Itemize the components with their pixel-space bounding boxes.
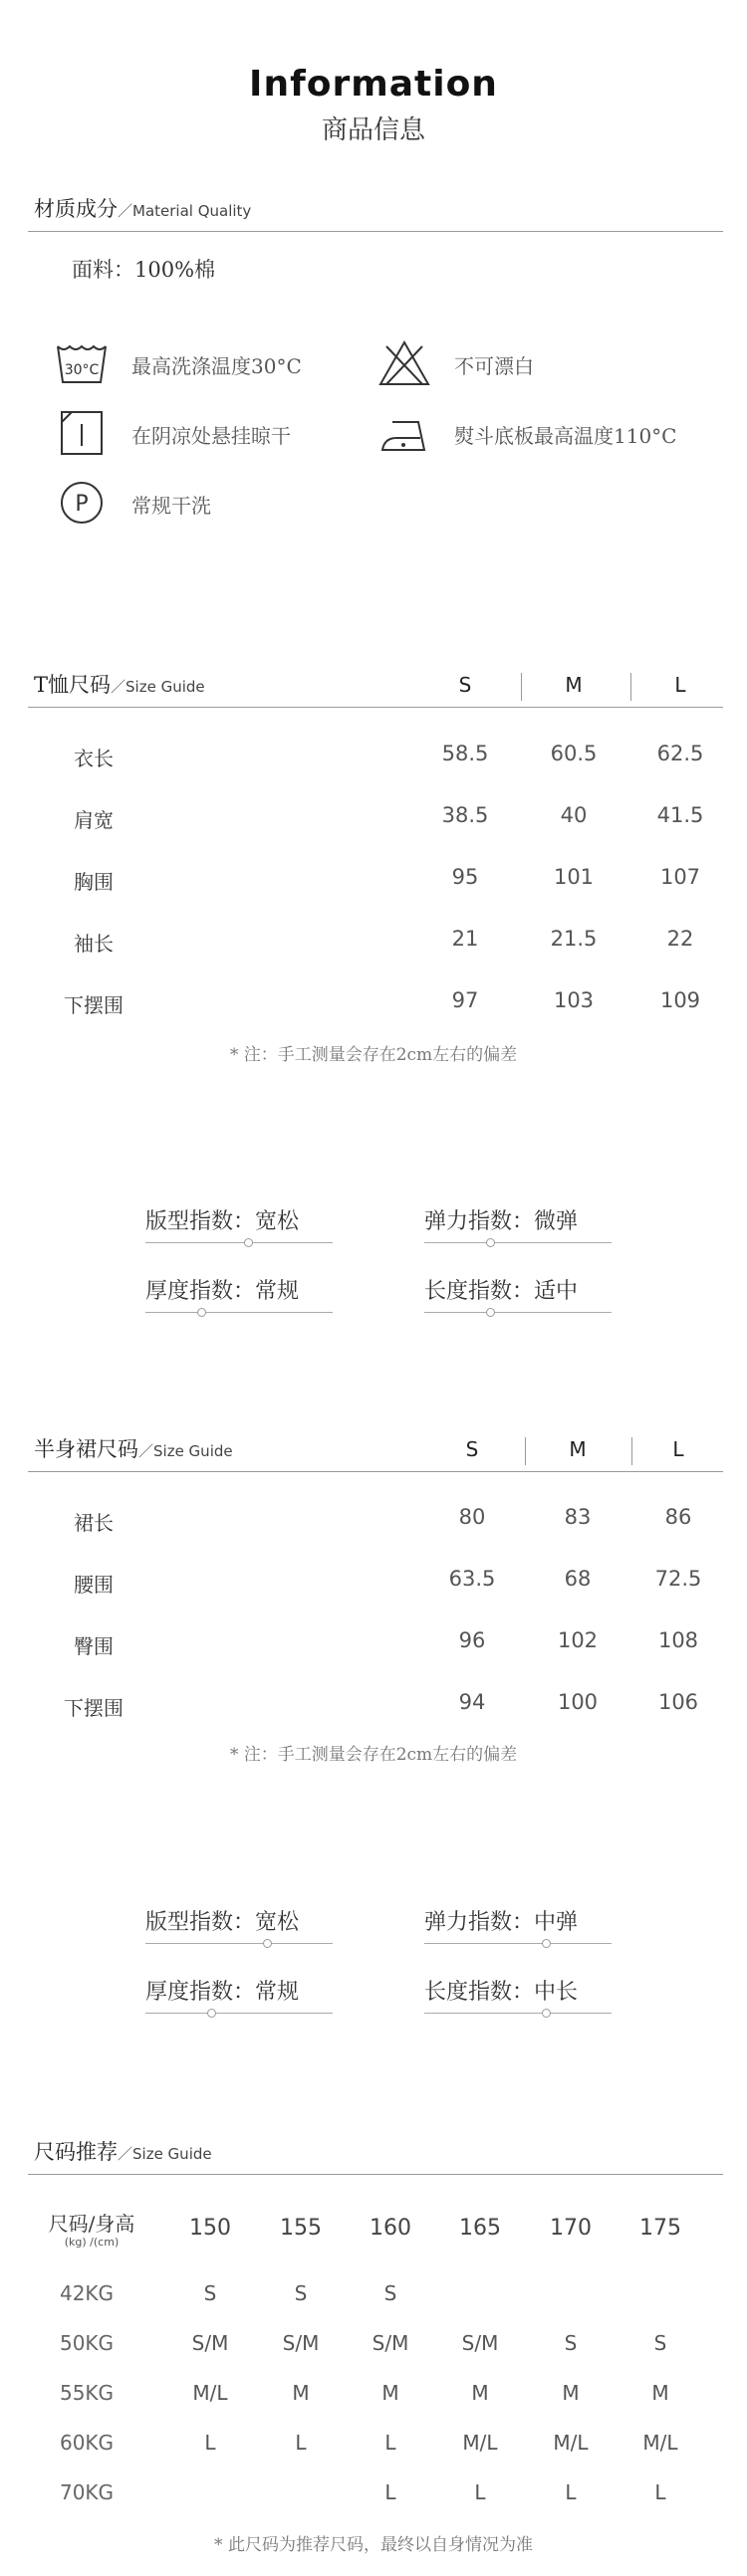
index-label: 弹力指数： — [424, 1910, 535, 1935]
tshirt-row-label: 肩宽 — [74, 808, 114, 832]
wash-temp-label: 30°C — [64, 362, 100, 378]
divider — [28, 1471, 723, 1472]
recommend-cell: L — [295, 2431, 307, 2455]
stretch-index-slider — [424, 1939, 612, 1949]
skirt-index-stretch — [424, 1905, 578, 1936]
recommend-cell: S/M — [282, 2331, 320, 2355]
length-index-slider — [424, 2009, 612, 2019]
divider — [28, 231, 723, 232]
skirt-cell: 80 — [458, 1505, 486, 1529]
tshirt-cell: 103 — [553, 988, 595, 1012]
tshirt-cell: 109 — [659, 988, 701, 1012]
tshirt-cell: 58.5 — [441, 742, 489, 765]
recommend-title-en: ／Size Guide — [118, 2145, 212, 2163]
column-divider — [521, 673, 522, 701]
tshirt-cell: 101 — [553, 865, 595, 889]
tshirt-row-label: 袖长 — [74, 932, 114, 956]
index-value: 宽松 — [255, 1910, 300, 1935]
weight-label: 50KG — [59, 2331, 115, 2355]
material-section-title — [34, 193, 251, 223]
skirt-cell: 68 — [564, 1567, 592, 1591]
skirt-row-label: 臀围 — [74, 1634, 114, 1658]
skirt-size-header: M — [569, 1437, 587, 1461]
tshirt-title-en: ／Size Guide — [111, 678, 205, 696]
tshirt-cell: 97 — [451, 988, 479, 1012]
skirt-section-title — [34, 1433, 233, 1463]
index-value: 中弹 — [534, 1910, 579, 1935]
recommend-corner-main: 尺码/身高 — [48, 2212, 135, 2236]
wash-30c-icon — [54, 338, 110, 388]
weight-label: 42KG — [59, 2281, 115, 2305]
fit-index-slider — [145, 1238, 333, 1248]
skirt-title-cn: 半身裙尺码 — [34, 1437, 138, 1461]
tshirt-cell: 40 — [560, 803, 588, 827]
stretch-index-slider — [424, 1238, 612, 1248]
skirt-index-thickness — [145, 1975, 299, 2006]
recommend-cell: L — [204, 2431, 216, 2455]
index-value: 宽松 — [255, 1209, 300, 1234]
material-title-en: ／Material Quality — [118, 202, 252, 220]
tshirt-index-thickness — [145, 1274, 299, 1305]
height-header: 170 — [550, 2216, 592, 2241]
slider-marker — [486, 1238, 495, 1247]
recommend-title-cn: 尺码推荐 — [34, 2140, 118, 2164]
tshirt-cell: 107 — [659, 865, 701, 889]
index-label: 厚度指数： — [145, 1279, 256, 1304]
recommend-cell: S — [383, 2281, 397, 2305]
tshirt-cell: 21.5 — [550, 927, 598, 951]
skirt-cell: 83 — [564, 1505, 592, 1529]
recommend-cell: L — [384, 2480, 396, 2504]
shade-dry-icon — [54, 408, 110, 458]
recommend-cell: M — [471, 2381, 489, 2405]
index-label: 厚度指数： — [145, 1980, 256, 2005]
tshirt-size-header: L — [674, 673, 686, 697]
tshirt-measure-note: * 注：手工测量会存在2cm左右的偏差 — [229, 1045, 518, 1065]
skirt-measure-note: * 注：手工测量会存在2cm左右的偏差 — [229, 1745, 518, 1765]
skirt-cell: 108 — [657, 1628, 699, 1652]
skirt-index-fit — [145, 1905, 299, 1936]
index-label: 弹力指数： — [424, 1209, 535, 1234]
tshirt-row-label: 胸围 — [74, 870, 114, 894]
weight-label: 70KG — [59, 2480, 115, 2504]
index-value: 微弹 — [534, 1209, 579, 1234]
slider-marker — [542, 2009, 551, 2018]
tshirt-title-cn: T恤尺码 — [34, 673, 112, 697]
no-bleach-icon — [376, 338, 432, 388]
tshirt-index-length — [424, 1274, 578, 1305]
index-label: 版型指数： — [145, 1910, 256, 1935]
skirt-cell: 72.5 — [654, 1567, 702, 1591]
tshirt-index-fit — [145, 1204, 299, 1235]
recommend-cell: M/L — [553, 2431, 589, 2455]
skirt-cell: 106 — [657, 1690, 699, 1714]
skirt-row-label: 下摆围 — [64, 1696, 124, 1720]
dry-clean-p-icon — [54, 478, 110, 528]
column-divider — [631, 1437, 632, 1465]
skirt-cell: 63.5 — [448, 1567, 496, 1591]
slider-marker — [542, 1939, 551, 1948]
tshirt-size-header: S — [458, 673, 472, 697]
tshirt-cell: 21 — [451, 927, 479, 951]
page-subtitle: 商品信息 — [321, 115, 425, 145]
tshirt-row-label: 衣长 — [74, 747, 114, 770]
page-title: Information — [249, 64, 498, 105]
recommend-cell: M — [651, 2381, 669, 2405]
divider — [28, 707, 723, 708]
index-label: 长度指数： — [424, 1980, 535, 2005]
tshirt-cell: 41.5 — [656, 803, 704, 827]
care-dryclean-label: 常规干洗 — [131, 494, 211, 518]
index-label: 版型指数： — [145, 1209, 256, 1234]
recommend-cell: S/M — [461, 2331, 499, 2355]
weight-label: 55KG — [59, 2381, 115, 2405]
slider-marker — [197, 1308, 206, 1317]
skirt-row-label: 腰围 — [74, 1573, 114, 1597]
skirt-cell: 96 — [458, 1628, 486, 1652]
care-bleach-label: 不可漂白 — [454, 354, 534, 378]
skirt-row-label: 裙长 — [74, 1511, 114, 1535]
skirt-title-en: ／Size Guide — [138, 1442, 233, 1460]
weight-label: 60KG — [59, 2431, 115, 2455]
index-value: 适中 — [534, 1279, 579, 1304]
index-value: 常规 — [255, 1980, 300, 2005]
tshirt-row-label: 下摆围 — [64, 993, 124, 1017]
recommend-corner-sub: (kg) /(cm) — [64, 2236, 120, 2249]
tshirt-cell: 95 — [451, 865, 479, 889]
thickness-index-slider — [145, 2009, 333, 2019]
tshirt-size-header: M — [565, 673, 583, 697]
skirt-size-header: L — [672, 1437, 684, 1461]
height-header: 155 — [280, 2216, 322, 2241]
recommend-cell: S/M — [372, 2331, 409, 2355]
index-value: 中长 — [534, 1980, 579, 2005]
tshirt-index-stretch — [424, 1204, 578, 1235]
skirt-cell: 100 — [557, 1690, 599, 1714]
recommend-cell: S — [294, 2281, 308, 2305]
recommend-cell: S — [564, 2331, 578, 2355]
skirt-index-length — [424, 1975, 578, 2006]
recommend-cell: L — [654, 2480, 666, 2504]
material-title-cn: 材质成分 — [34, 197, 118, 221]
divider — [28, 2174, 723, 2175]
recommend-note: * 此尺码为推荐尺码，最终以自身情况为准 — [214, 2535, 533, 2555]
recommend-cell: S/M — [191, 2331, 229, 2355]
height-header: 165 — [459, 2216, 501, 2241]
dry-clean-letter: P — [75, 492, 89, 517]
care-dry-label: 在阴凉处悬挂晾干 — [131, 424, 291, 448]
recommend-cell: M — [562, 2381, 580, 2405]
index-value: 常规 — [255, 1279, 300, 1304]
care-wash-label: 最高洗涤温度30°C — [131, 354, 302, 378]
tshirt-cell: 62.5 — [656, 742, 704, 765]
tshirt-cell: 60.5 — [550, 742, 598, 765]
fit-index-slider — [145, 1939, 333, 1949]
recommend-cell: M/L — [642, 2431, 678, 2455]
height-header: 175 — [639, 2216, 681, 2241]
column-divider — [525, 1437, 526, 1465]
recommend-cell: L — [474, 2480, 486, 2504]
thickness-index-slider — [145, 1308, 333, 1318]
recommend-cell: M — [381, 2381, 399, 2405]
recommend-cell: L — [565, 2480, 577, 2504]
recommend-cell: M/L — [192, 2381, 228, 2405]
slider-marker — [244, 1238, 253, 1247]
fabric-composition: 面料：100%棉 — [72, 258, 216, 282]
recommend-cell: S — [653, 2331, 667, 2355]
slider-marker — [486, 1308, 495, 1317]
recommend-cell: L — [384, 2431, 396, 2455]
height-header: 160 — [370, 2216, 411, 2241]
slider-marker — [263, 1939, 272, 1948]
height-header: 150 — [189, 2216, 231, 2241]
recommend-cell: M/L — [462, 2431, 498, 2455]
care-iron-label: 熨斗底板最高温度110°C — [454, 424, 677, 448]
skirt-cell: 94 — [458, 1690, 486, 1714]
skirt-cell: 86 — [664, 1505, 692, 1529]
skirt-size-header: S — [465, 1437, 479, 1461]
tshirt-cell: 38.5 — [441, 803, 489, 827]
skirt-cell: 102 — [557, 1628, 599, 1652]
column-divider — [630, 673, 631, 701]
length-index-slider — [424, 1308, 612, 1318]
slider-marker — [207, 2009, 216, 2018]
recommend-section-title — [34, 2136, 212, 2166]
iron-110c-icon — [376, 408, 432, 458]
tshirt-cell: 22 — [666, 927, 694, 951]
index-label: 长度指数： — [424, 1279, 535, 1304]
tshirt-section-title — [34, 669, 205, 699]
recommend-cell: S — [203, 2281, 217, 2305]
recommend-cell: M — [292, 2381, 310, 2405]
